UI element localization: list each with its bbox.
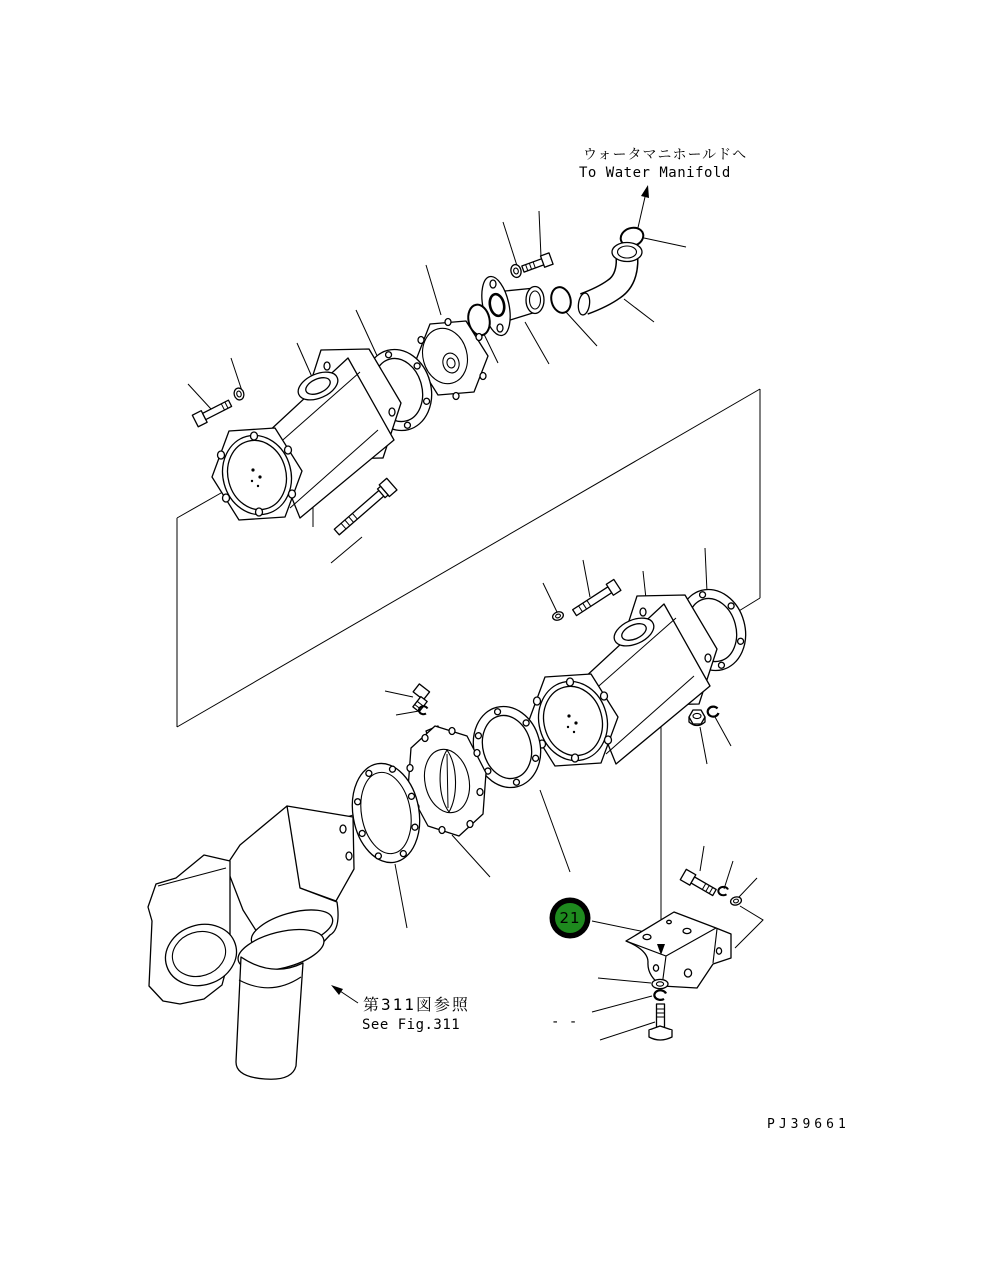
to-water-manifold-label-jp: ウォータマニホールドへ [583,147,748,163]
to-water-manifold-label-en: To Water Manifold [579,165,731,181]
spring-washer [708,707,719,717]
middle-assembly [345,684,550,868]
see-fig-arrow-icon [331,985,358,1003]
washer [730,896,743,907]
see-fig-label-en: See Fig.311 [362,1017,461,1033]
bolt [521,253,553,275]
part-callout-21[interactable] [550,898,591,939]
long-bolt [332,478,397,538]
callout-number: 21 [559,909,581,927]
washer [551,610,564,621]
spring-washer [654,990,666,1000]
washer [652,979,668,988]
o-ring [548,285,573,315]
drawing-code: PJ39661 [767,1117,850,1132]
see-fig-label-jp: 第311図参照 [363,995,470,1014]
bracket-bolt [680,869,717,897]
spring-washer [718,887,728,895]
ref-dashes: - - [551,1014,578,1030]
bolt [192,397,233,426]
long-bolt [571,579,621,618]
lower-assembly [528,579,754,768]
washer [233,387,245,401]
oil-cooler-lower [528,595,717,768]
nut [689,710,705,726]
upper-assembly [192,225,645,538]
washer [509,263,522,278]
water-elbow-pipe [577,243,642,316]
mounting-bracket [626,912,731,988]
bracket-mount-bolt [649,1004,672,1040]
water-connection-casting [148,806,354,1079]
